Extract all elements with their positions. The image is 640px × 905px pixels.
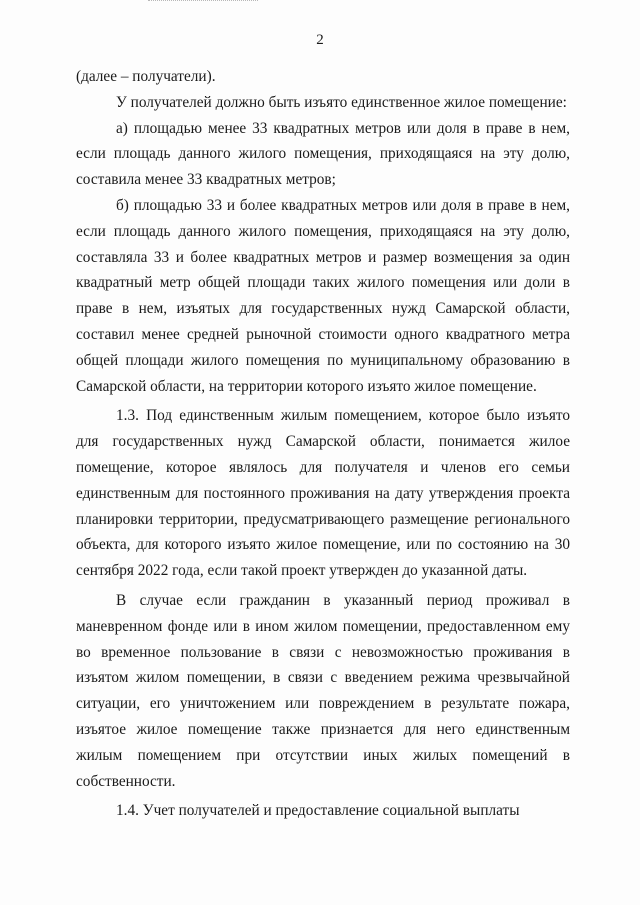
paragraph-section-1-4: 1.4. Учет получателей и предоставление социальной выплаты [116,802,520,820]
paragraph-item-b: б) площадью 33 и более квадратных метров или доля в праве в нем, если площадь данного жилого помещения, приходящаяся на эту долю, составляла 33 и более квадратных метров и размер возмещения за один квадратный метр общей площади таких жилого помещения или доли в праве в нем, изъятых для государственных нужд Самарской области, составил менее средней рыночной стоимости одного квадратного метра общей площади жилого помещения по муниципальному образованию в Самарской области, на территории которого изъято жилое помещение. [76,196,570,395]
paragraph-item-a: а) площадью менее 33 квадратных метров или доля в праве в нем, если площадь данного жилого помещения, приходящаяся на эту долю, составила менее 33 квадратных метров; [76,119,570,189]
document-body [76,64,570,824]
paragraph-requirement: У получателей должно быть изъято единственное жилое помещение: [116,93,567,111]
page-number: 2 [316,32,324,48]
paragraph-case-temporary-housing: В случае если гражданин в указанный период проживал в маневренном фонде или в ином жилом помещении, предоставленном ему во временное пользование в связи с невозможностью проживания в изъятом жилом помещении, в связи с введением режима чрезвычайной ситуации, его уничтожением или повреждением в результате пожара, изъятое жилое помещение также признается для него единственным жилым помещением при отсутствии иных жилых помещений в собственности. [76,591,570,790]
scan-artifact-line [148,0,258,3]
paragraph-section-1-3: 1.3. Под единственным жилым помещением, которое было изъято для государственных нужд Самарской области, понимается жилое помещение, которое являлось для получателя и членов его семьи единственным для постоянного проживания на дату утверждения проекта планировки территории, предусматривающего размещение регионального объекта, для которого изъято жилое помещение, или по состоянию на 30 сентября 2022 года, если такой проект утвержден до указанной даты. [76,407,570,580]
paragraph-recipients-note: (далее – получатели). [76,68,216,85]
